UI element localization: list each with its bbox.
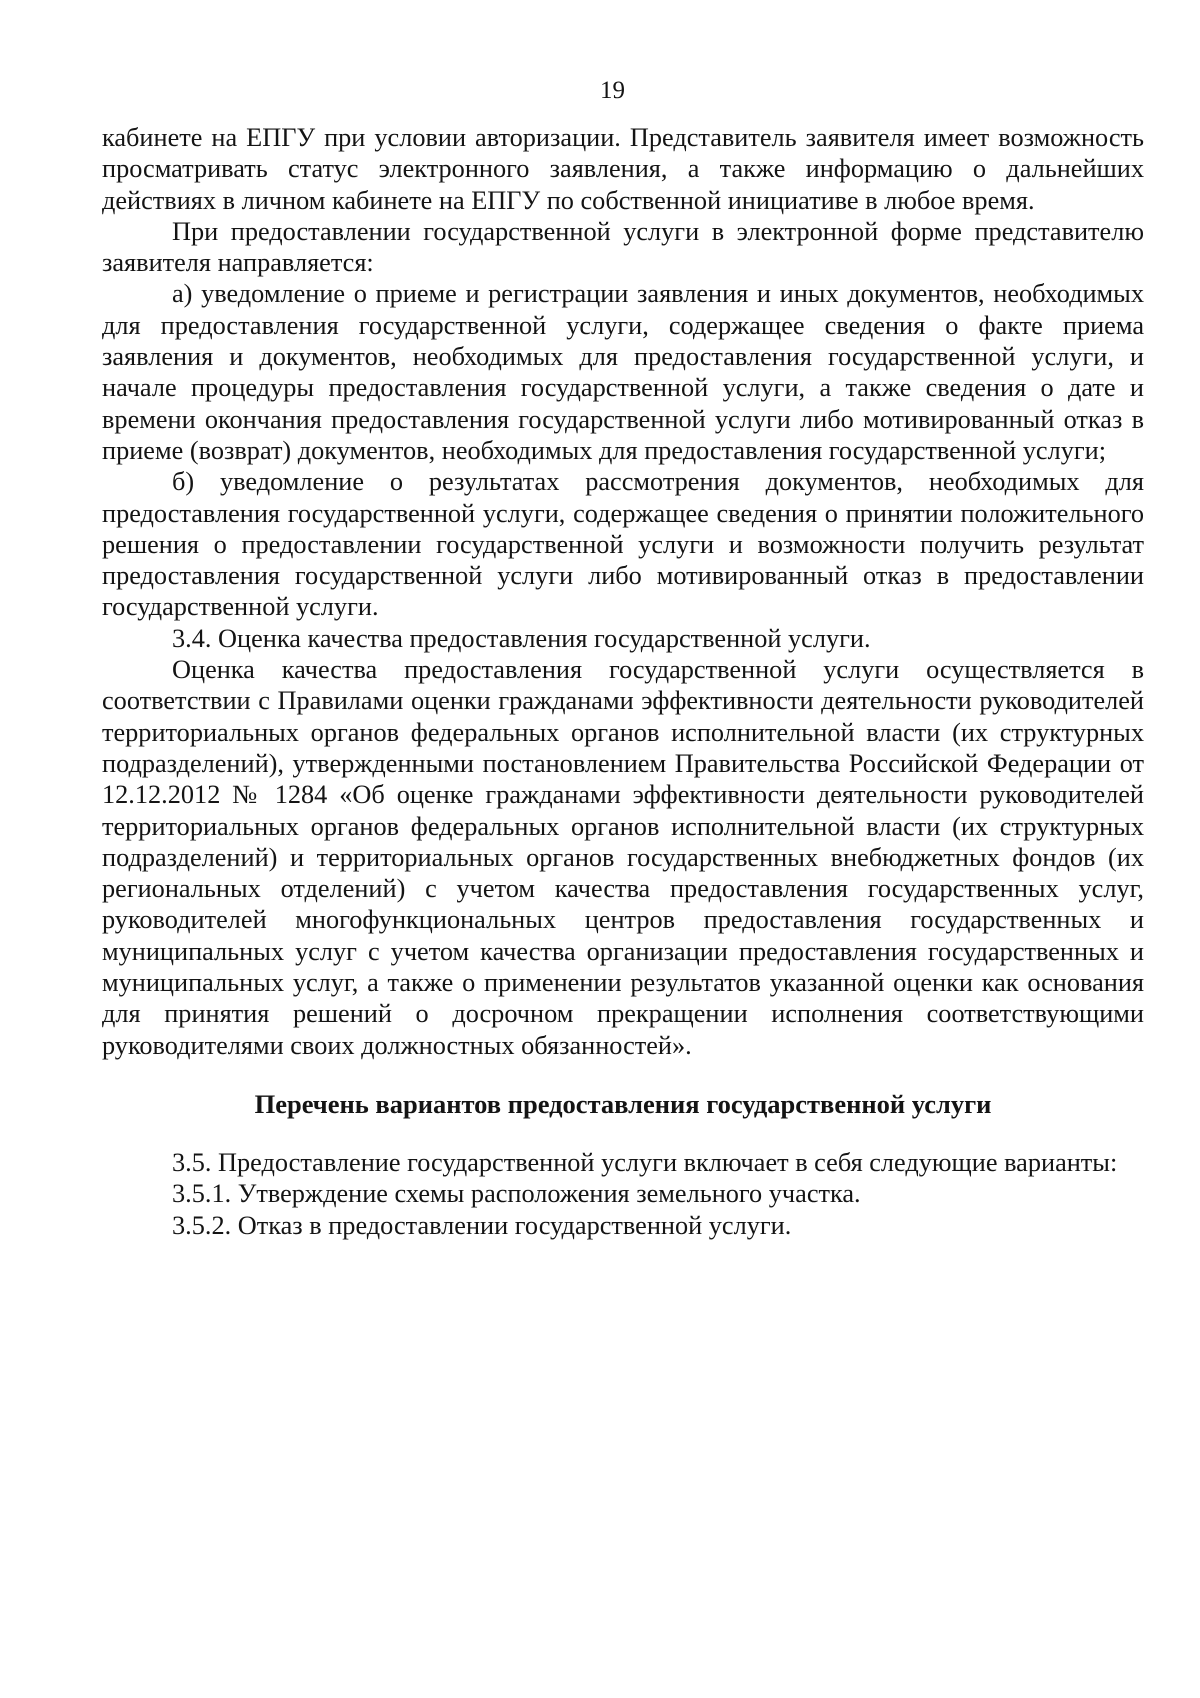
paragraph-item-b: б) уведомление о результатах рассмотрения документов, необходимых для предоставления государственной услуги, содержащее сведения о принятии положительного решения о предоставлении государственной услуги и возможности получить результат предоставления государственной услуги либо мотивированный отказ в предоставлении государственной услуги. [102,467,1144,622]
paragraph-3-5-1: 3.5.1. Утверждение схемы расположения земельного участка. [172,1179,861,1209]
document-body [102,122,1144,1241]
paragraph-3-5-2: 3.5.2. Отказ в предоставлении государственной услуги. [172,1210,792,1240]
paragraph-quality-assessment: Оценка качества предоставления государственной услуги осуществляется в соответствии с Правилами оценки гражданами эффективности деятельности руководителей территориальных органов федеральных органов исполнительной власти (их структурных подразделений), утвержденными постановлением Правительства Российской Федерации от 12.12.2012 № 1284 «Об оценке гражданами эффективности деятельности руководителей территориальных органов федеральных органов исполнительной власти (их структурных подразделений) и территориальных органов государственных внебюджетных фондов (их региональных отделений) с учетом качества предоставления государственных услуг, руководителей многофункциональных центров предоставления государственных и муниципальных услуг с учетом качества организации предоставления государственных и муниципальных услуг, а также о применении результатов указанной оценки как основания для принятия решений о досрочном прекращении исполнения соответствующими руководителями своих должностных обязанностей». [102,655,1144,1060]
section-heading: Перечень вариантов предоставления государственной услуги [254,1088,992,1119]
paragraph-notification-intro: При предоставлении государственной услуги в электронной форме представителю заявителя направляется: [102,216,1144,278]
paragraph-continuation: кабинете на ЕПГУ при условии авторизации. Представитель заявителя имеет возможность просматривать статус электронного заявления, а также информацию о дальнейших действиях в личном кабинете на ЕПГУ по собственной инициативе в любое время. [102,123,1144,215]
paragraph-3-5: 3.5. Предоставление государственной услуги включает в себя следующие варианты: [172,1147,1118,1177]
page-number: 19 [600,77,625,104]
paragraph-3-4: 3.4. Оценка качества предоставления государственной услуги. [172,623,871,653]
paragraph-item-a: а) уведомление о приеме и регистрации заявления и иных документов, необходимых для предоставления государственной услуги, содержащее сведения о факте приема заявления и документов, необходимых для предоставления государственной услуги, и начале процедуры предоставления государственной услуги, а также сведения о дате и времени окончания предоставления государственной услуги либо мотивированный отказ в приеме (возврат) документов, необходимых для предоставления государственной услуги; [102,279,1144,465]
